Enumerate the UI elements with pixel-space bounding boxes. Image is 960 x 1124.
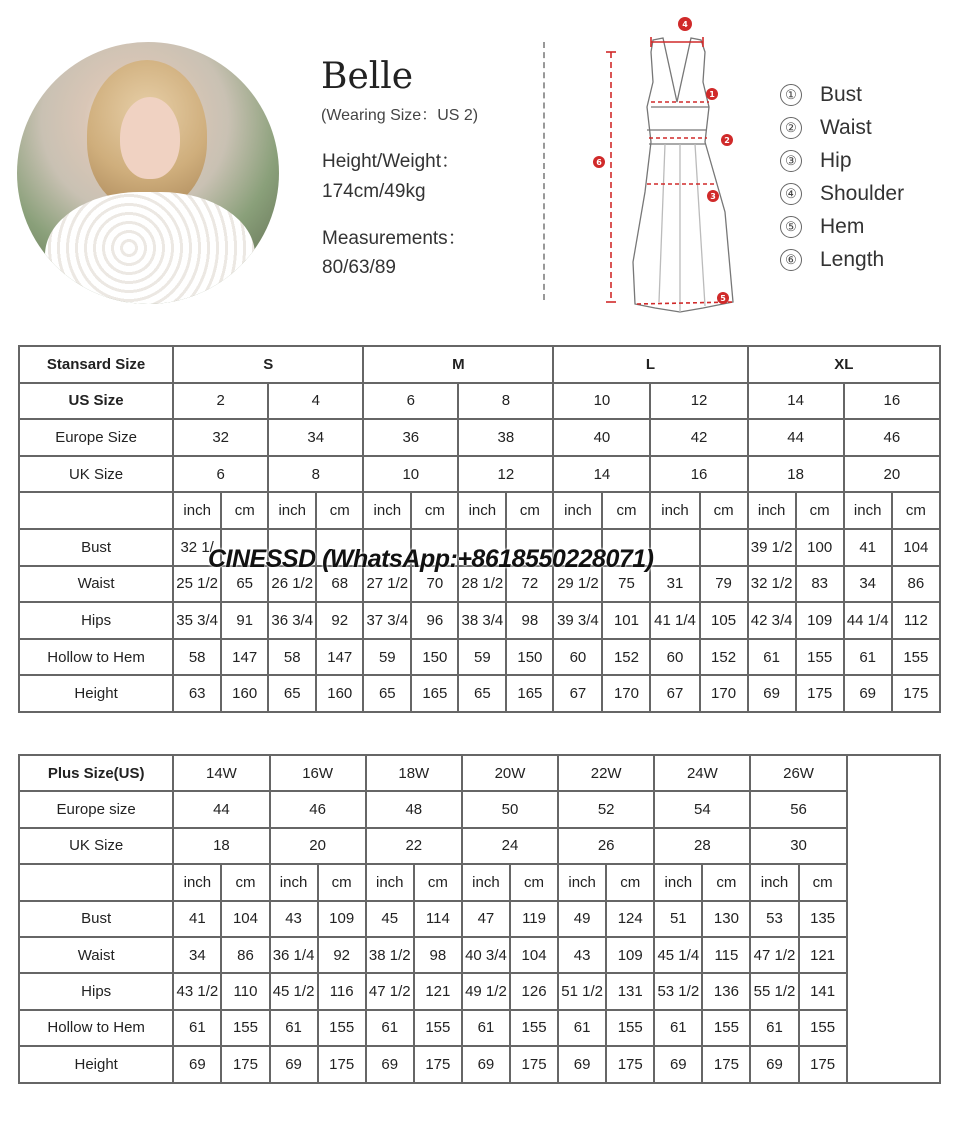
row-label	[19, 492, 173, 529]
size-cell: 18	[748, 456, 844, 493]
table-row	[19, 937, 940, 973]
measurement-cell: 31	[650, 566, 699, 603]
legend-label: Hem	[820, 214, 865, 238]
measurement-cell: 69	[844, 675, 892, 712]
model-photo	[17, 42, 279, 304]
measurement-cell: 34	[173, 937, 221, 973]
size-cell: 32	[173, 419, 268, 456]
measurement-cell: 147	[221, 639, 268, 676]
legend-label: Bust	[820, 82, 863, 106]
legend-item-hip	[780, 144, 904, 177]
height-weight-label: Height/Weight：	[322, 151, 460, 172]
measurement-cell: 63	[173, 675, 221, 712]
measurement-cell: 175	[892, 675, 940, 712]
unit-inch: inch	[458, 492, 506, 529]
size-group-header: L	[553, 346, 747, 383]
size-group-header: S	[173, 346, 363, 383]
size-cell: 10	[363, 456, 458, 493]
table-row	[19, 639, 940, 676]
measurement-cell: 96	[411, 602, 458, 639]
standard-size-table	[18, 345, 941, 713]
measurement-cell: 100	[796, 529, 844, 566]
unit-row	[19, 492, 940, 529]
legend-number: ④	[780, 183, 802, 205]
size-cell: 44	[173, 791, 269, 827]
unit-cm: cm	[510, 864, 558, 900]
measurement-cell: 32 1/2	[748, 566, 796, 603]
measurement-cell: 25 1/2	[173, 566, 221, 603]
measurement-cell: 36 1/4	[270, 937, 318, 973]
row-label: Height	[19, 1046, 173, 1082]
measurement-cell: 155	[892, 639, 940, 676]
measurement-cell: 114	[414, 901, 462, 937]
size-cell: 54	[654, 791, 750, 827]
standard-size-header: Stansard Size	[19, 346, 173, 383]
measurement-cell: 175	[318, 1046, 366, 1082]
table-row	[19, 1010, 940, 1046]
measurement-legend	[780, 78, 904, 276]
legend-label: Hip	[820, 148, 852, 172]
measurement-cell: 141	[799, 973, 847, 1009]
legend-item-length	[780, 243, 904, 276]
table-row	[19, 901, 940, 937]
measurement-cell: 155	[414, 1010, 462, 1046]
unit-cm: cm	[602, 492, 650, 529]
plus-size-cell: 20W	[462, 755, 558, 791]
measurement-cell: 136	[702, 973, 750, 1009]
measurement-cell: 91	[221, 602, 268, 639]
measurement-cell: 112	[892, 602, 940, 639]
measurement-cell: 83	[796, 566, 844, 603]
plus-unit-row	[19, 864, 940, 900]
unit-cm: cm	[892, 492, 940, 529]
measurement-cell: 36 3/4	[268, 602, 316, 639]
dress-diagram	[585, 12, 765, 322]
size-cell: 24	[462, 828, 558, 864]
measurement-cell: 160	[316, 675, 363, 712]
measurement-cell: 69	[270, 1046, 318, 1082]
measurement-cell: 65	[268, 675, 316, 712]
table-row	[19, 675, 940, 712]
row-label: UK Size	[19, 456, 173, 493]
unit-inch: inch	[553, 492, 602, 529]
measurement-cell: 37 3/4	[363, 602, 411, 639]
unit-cm: cm	[221, 864, 269, 900]
legend-label: Length	[820, 247, 885, 271]
unit-cm: cm	[702, 864, 750, 900]
measurement-cell: 61	[462, 1010, 510, 1046]
measurement-cell: 72	[506, 566, 553, 603]
measurement-cell: 155	[221, 1010, 269, 1046]
unit-inch: inch	[173, 864, 221, 900]
plus-uk-row	[19, 828, 940, 864]
measurement-cell: 61	[844, 639, 892, 676]
measurement-cell: 49 1/2	[462, 973, 510, 1009]
measurement-cell: 69	[366, 1046, 414, 1082]
marker-label-waist: 2	[724, 136, 730, 145]
measurement-cell: 32 1/	[173, 529, 221, 566]
legend-item-shoulder	[780, 177, 904, 210]
measurement-cell: 27 1/2	[363, 566, 411, 603]
measurement-cell: 58	[173, 639, 221, 676]
size-cell: 14	[553, 456, 650, 493]
measurement-cell: 49	[558, 901, 606, 937]
size-cell: 20	[270, 828, 366, 864]
size-cell: 18	[173, 828, 269, 864]
unit-cm: cm	[316, 492, 363, 529]
measurement-cell: 104	[892, 529, 940, 566]
legend-number: ③	[780, 150, 802, 172]
row-label: Hips	[19, 973, 173, 1009]
plus-size-table	[18, 754, 941, 1084]
unit-inch: inch	[270, 864, 318, 900]
size-cell: 20	[844, 456, 940, 493]
measurement-cell: 59	[363, 639, 411, 676]
measurement-cell: 147	[316, 639, 363, 676]
table-header-row	[19, 346, 940, 383]
size-cell: 28	[654, 828, 750, 864]
measurement-cell: 53	[750, 901, 798, 937]
measurement-cell: 86	[892, 566, 940, 603]
row-label: Waist	[19, 566, 173, 603]
table-row	[19, 973, 940, 1009]
measurement-cell: 43 1/2	[173, 973, 221, 1009]
legend-number: ②	[780, 117, 802, 139]
marker-label-bust: 1	[709, 90, 715, 99]
legend-item-waist	[780, 111, 904, 144]
measurement-cell: 43	[558, 937, 606, 973]
unit-inch: inch	[654, 864, 702, 900]
unit-inch: inch	[650, 492, 699, 529]
size-cell: 6	[363, 383, 458, 420]
size-cell: 12	[458, 456, 553, 493]
row-label: Europe Size	[19, 419, 173, 456]
measurement-cell: 104	[510, 937, 558, 973]
unit-inch: inch	[462, 864, 510, 900]
measurement-cell: 61	[173, 1010, 221, 1046]
row-label: Bust	[19, 529, 173, 566]
model-name: Belle	[321, 56, 414, 97]
measurement-cell: 45	[366, 901, 414, 937]
size-cell: 52	[558, 791, 654, 827]
us-size-row	[19, 383, 940, 420]
measurement-cell: 53 1/2	[654, 973, 702, 1009]
model-wearing-size: (Wearing Size：US 2)	[321, 107, 479, 124]
plus-size-cell: 26W	[750, 755, 846, 791]
measurement-cell: 61	[366, 1010, 414, 1046]
measurement-cell: 45 1/4	[654, 937, 702, 973]
unit-inch: inch	[844, 492, 892, 529]
measurement-cell: 155	[318, 1010, 366, 1046]
measurement-cell: 58	[268, 639, 316, 676]
unit-inch: inch	[366, 864, 414, 900]
measurement-cell: 47 1/2	[366, 973, 414, 1009]
unit-cm: cm	[506, 492, 553, 529]
measurement-cell: 175	[606, 1046, 654, 1082]
model-lace-top	[45, 192, 255, 304]
size-cell: 12	[650, 383, 747, 420]
unit-inch: inch	[268, 492, 316, 529]
size-cell: 4	[268, 383, 363, 420]
marker-label-shoulder: 4	[682, 20, 688, 29]
row-label: Height	[19, 675, 173, 712]
measurement-cell: 38 1/2	[366, 937, 414, 973]
unit-inch: inch	[363, 492, 411, 529]
legend-item-bust	[780, 78, 904, 111]
measurement-cell: 150	[506, 639, 553, 676]
empty-cell	[847, 755, 940, 1083]
measurement-cell: 175	[799, 1046, 847, 1082]
measurement-cell: 29 1/2	[553, 566, 602, 603]
measurement-cell: 65	[458, 675, 506, 712]
measurement-cell: 152	[602, 639, 650, 676]
measurement-cell: 59	[458, 639, 506, 676]
size-cell: 22	[366, 828, 462, 864]
measurement-cell: 170	[700, 675, 748, 712]
row-label: US Size	[19, 383, 173, 420]
size-cell: 38	[458, 419, 553, 456]
legend-label: Waist	[820, 115, 872, 139]
measurement-cell: 110	[221, 973, 269, 1009]
marker-label-hem: 5	[720, 294, 726, 303]
plus-size-header: Plus Size(US)	[19, 755, 173, 791]
row-label	[19, 864, 173, 900]
model-face	[120, 97, 180, 179]
size-cell: 36	[363, 419, 458, 456]
measurement-cell: 152	[700, 639, 748, 676]
size-cell: 56	[750, 791, 846, 827]
measurement-cell: 116	[318, 973, 366, 1009]
legend-number: ⑥	[780, 249, 802, 271]
unit-cm: cm	[411, 492, 458, 529]
measurement-cell: 41	[173, 901, 221, 937]
measurement-cell: 45 1/2	[270, 973, 318, 1009]
measurement-cell: 39 3/4	[553, 602, 602, 639]
measurement-cell: 41	[844, 529, 892, 566]
size-cell: 16	[650, 456, 747, 493]
seller-watermark: CINESSD (WhatsApp:+8618550228071)	[208, 545, 654, 573]
plus-size-cell: 24W	[654, 755, 750, 791]
measurement-cell: 34	[844, 566, 892, 603]
size-cell: 26	[558, 828, 654, 864]
unit-cm: cm	[700, 492, 748, 529]
measurement-cell: 175	[510, 1046, 558, 1082]
legend-label: Shoulder	[820, 181, 905, 205]
measurement-cell: 121	[799, 937, 847, 973]
size-cell: 40	[553, 419, 650, 456]
measurement-cell: 170	[602, 675, 650, 712]
plus-europe-row	[19, 791, 940, 827]
measurement-cell: 60	[650, 639, 699, 676]
size-cell: 46	[270, 791, 366, 827]
measurement-cell: 175	[221, 1046, 269, 1082]
uk-size-row	[19, 456, 940, 493]
size-cell: 30	[750, 828, 846, 864]
measurement-cell: 67	[553, 675, 602, 712]
measurement-cell: 42 3/4	[748, 602, 796, 639]
unit-cm: cm	[221, 492, 268, 529]
legend-number: ①	[780, 84, 802, 106]
row-label: Europe size	[19, 791, 173, 827]
plus-header-row	[19, 755, 940, 791]
measurement-cell: 44 1/4	[844, 602, 892, 639]
measurement-cell: 175	[414, 1046, 462, 1082]
measurement-cell: 109	[796, 602, 844, 639]
measurement-cell: 101	[602, 602, 650, 639]
size-cell: 8	[458, 383, 553, 420]
measurement-cell: 39 1/2	[748, 529, 796, 566]
measurement-cell: 98	[506, 602, 553, 639]
measurement-cell: 165	[411, 675, 458, 712]
legend-number: ⑤	[780, 216, 802, 238]
section-divider	[543, 42, 545, 300]
measurement-cell: 104	[221, 901, 269, 937]
measurement-cell: 38 3/4	[458, 602, 506, 639]
row-label: Hips	[19, 602, 173, 639]
size-cell: 6	[173, 456, 268, 493]
measurement-cell: 70	[411, 566, 458, 603]
measurement-cell: 51	[654, 901, 702, 937]
measurement-cell: 69	[462, 1046, 510, 1082]
measurement-cell: 92	[316, 602, 363, 639]
unit-cm: cm	[318, 864, 366, 900]
row-label: Waist	[19, 937, 173, 973]
measurement-cell	[650, 529, 699, 566]
measurement-cell: 65	[221, 566, 268, 603]
size-cell: 14	[748, 383, 844, 420]
size-cell: 8	[268, 456, 363, 493]
table-row	[19, 1046, 940, 1082]
unit-inch: inch	[173, 492, 221, 529]
size-cell: 2	[173, 383, 268, 420]
marker-label-length: 6	[596, 158, 602, 167]
measurement-cell: 75	[602, 566, 650, 603]
measurement-cell: 109	[318, 901, 366, 937]
measurement-cell: 69	[748, 675, 796, 712]
size-cell: 48	[366, 791, 462, 827]
measurement-cell: 69	[750, 1046, 798, 1082]
size-cell: 42	[650, 419, 747, 456]
size-group-header: M	[363, 346, 553, 383]
measurement-cell: 55 1/2	[750, 973, 798, 1009]
measurement-cell	[700, 529, 748, 566]
measurement-cell: 67	[650, 675, 699, 712]
measurement-cell: 61	[654, 1010, 702, 1046]
measurement-cell: 105	[700, 602, 748, 639]
measurement-cell: 121	[414, 973, 462, 1009]
measurement-cell: 109	[606, 937, 654, 973]
unit-cm: cm	[796, 492, 844, 529]
marker-label-hip: 3	[710, 192, 716, 201]
unit-cm: cm	[414, 864, 462, 900]
measurement-cell: 69	[173, 1046, 221, 1082]
unit-inch: inch	[558, 864, 606, 900]
measurement-cell: 69	[558, 1046, 606, 1082]
plus-size-cell: 14W	[173, 755, 269, 791]
measurement-cell: 43	[270, 901, 318, 937]
measurement-cell: 61	[750, 1010, 798, 1046]
measurement-cell: 155	[796, 639, 844, 676]
measurement-cell: 175	[796, 675, 844, 712]
size-cell: 10	[553, 383, 650, 420]
plus-size-cell: 18W	[366, 755, 462, 791]
row-label: UK Size	[19, 828, 173, 864]
measurement-cell: 92	[318, 937, 366, 973]
row-label: Hollow to Hem	[19, 1010, 173, 1046]
measurement-cell: 124	[606, 901, 654, 937]
measurement-cell: 155	[606, 1010, 654, 1046]
size-cell: 34	[268, 419, 363, 456]
measurement-cell: 61	[748, 639, 796, 676]
measurement-cell: 41 1/4	[650, 602, 699, 639]
measurement-cell: 135	[799, 901, 847, 937]
measurement-cell: 165	[506, 675, 553, 712]
size-cell: 16	[844, 383, 940, 420]
measurement-cell: 98	[414, 937, 462, 973]
unit-cm: cm	[606, 864, 654, 900]
measurement-cell: 130	[702, 901, 750, 937]
unit-inch: inch	[750, 864, 798, 900]
measurement-cell: 155	[702, 1010, 750, 1046]
row-label: Bust	[19, 901, 173, 937]
measurement-cell: 155	[510, 1010, 558, 1046]
measurement-cell: 175	[702, 1046, 750, 1082]
measurement-cell: 60	[553, 639, 602, 676]
measurement-cell: 126	[510, 973, 558, 1009]
measurement-cell: 35 3/4	[173, 602, 221, 639]
unit-cm: cm	[799, 864, 847, 900]
measurement-cell: 119	[510, 901, 558, 937]
unit-inch: inch	[748, 492, 796, 529]
measurement-cell: 115	[702, 937, 750, 973]
measurement-cell: 160	[221, 675, 268, 712]
measurement-cell: 69	[654, 1046, 702, 1082]
height-weight-value: 174cm/49kg	[322, 181, 426, 202]
row-label: Hollow to Hem	[19, 639, 173, 676]
measurement-cell: 131	[606, 973, 654, 1009]
measurement-cell: 65	[363, 675, 411, 712]
measurement-cell: 47	[462, 901, 510, 937]
size-cell: 50	[462, 791, 558, 827]
measurement-cell: 61	[558, 1010, 606, 1046]
measurement-cell: 79	[700, 566, 748, 603]
measurement-cell: 86	[221, 937, 269, 973]
table-row	[19, 602, 940, 639]
measurement-cell: 150	[411, 639, 458, 676]
measurement-cell: 28 1/2	[458, 566, 506, 603]
size-cell: 44	[748, 419, 844, 456]
measurement-cell: 51 1/2	[558, 973, 606, 1009]
measurement-cell: 155	[799, 1010, 847, 1046]
measurements-label: Measurements：	[322, 228, 467, 249]
measurement-cell: 47 1/2	[750, 937, 798, 973]
measurement-cell: 61	[270, 1010, 318, 1046]
measurement-cell: 68	[316, 566, 363, 603]
europe-size-row	[19, 419, 940, 456]
size-cell: 46	[844, 419, 940, 456]
plus-size-cell: 22W	[558, 755, 654, 791]
measurement-cell: 40 3/4	[462, 937, 510, 973]
size-group-header: XL	[748, 346, 940, 383]
plus-size-cell: 16W	[270, 755, 366, 791]
legend-item-hem	[780, 210, 904, 243]
measurements-value: 80/63/89	[322, 257, 396, 278]
measurement-cell: 26 1/2	[268, 566, 316, 603]
